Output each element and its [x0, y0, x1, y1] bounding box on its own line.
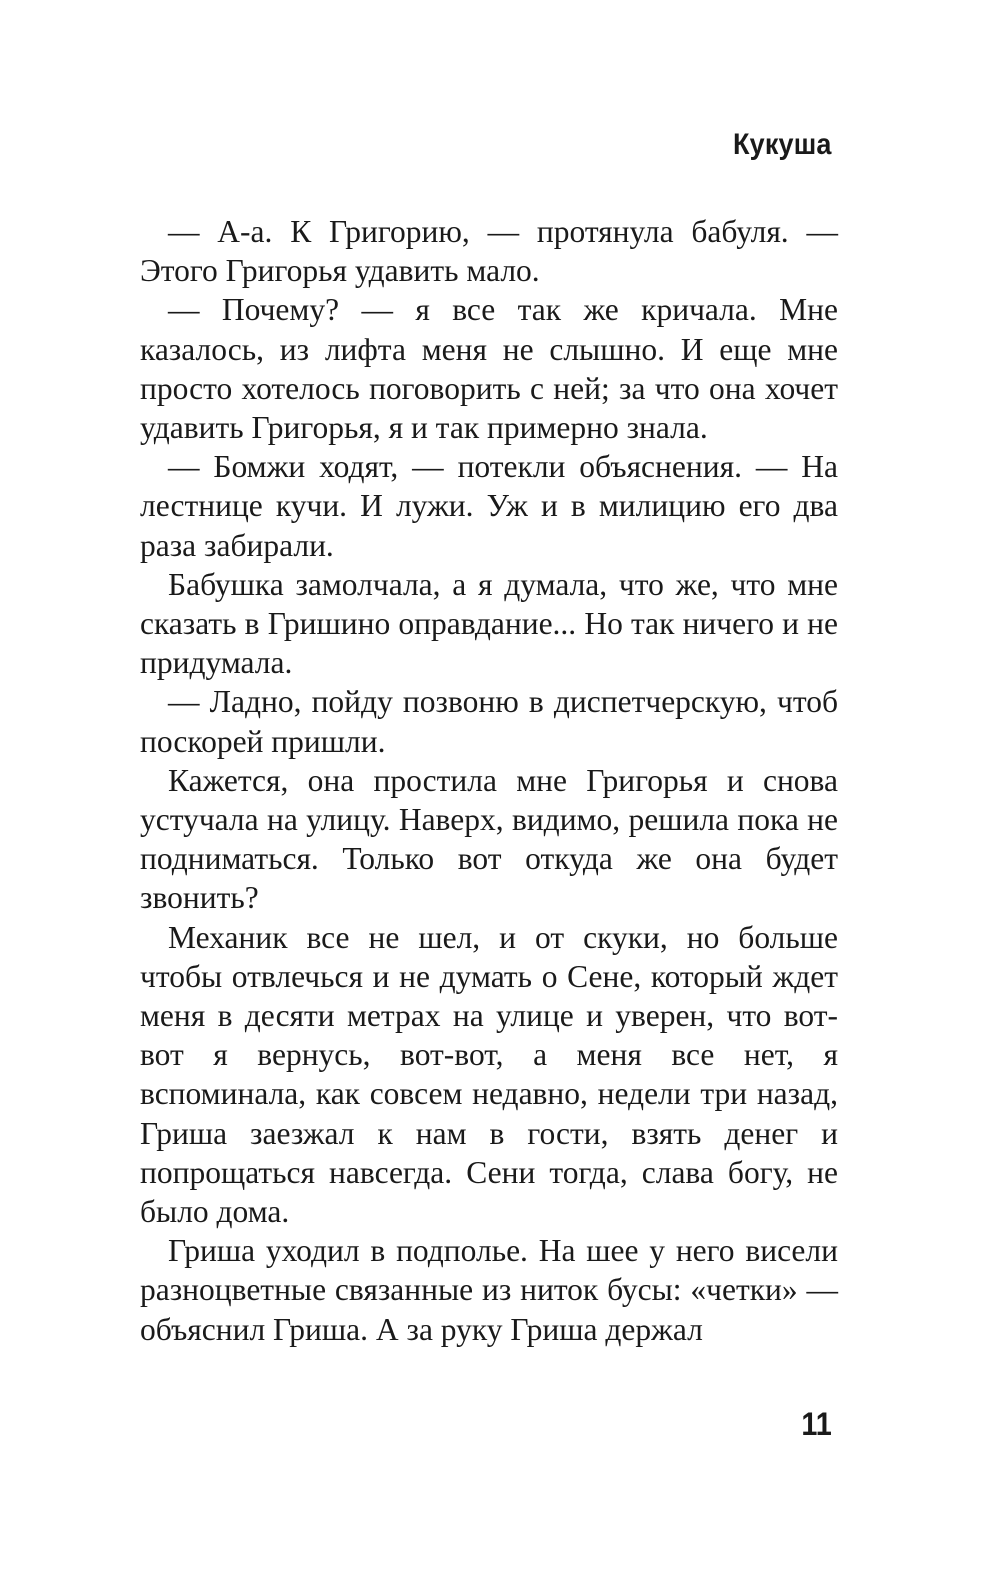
paragraph-4: Бабушка замолчала, а я думала, что же, что мне сказать в Гришино оправдание... Но так ничего и не придумала. — [140, 566, 838, 681]
body-text — [140, 212, 838, 1349]
page-number: 11 — [801, 1406, 832, 1442]
running-head: Кукуша — [733, 128, 832, 161]
paragraph-7: Механик все не шел, и от скуки, но больше чтобы отвлечься и не думать о Сене, который ждет меня в десяти метрах на улице и уверен, что вот-вот я вернусь, вот-вот, а меня все нет, я вспоминала, как совсем недавно, недели три назад, Гриша заезжал к нам в гости, взять денег и попрощаться навсегда. Сени тогда, слава богу, не было дома. — [140, 919, 838, 1230]
paragraph-1: — А-а. К Григорию, — протянула бабуля. — Этого Григорья удавить мало. — [140, 214, 838, 289]
paragraph-8: Гриша уходил в подполье. На шее у него висели разноцветные связанные из ниток бусы: «четки» — объяснил Гриша. А за руку Гриша держал — [140, 1233, 838, 1347]
paragraph-3: — Бомжи ходят, — потекли объяснения. — На лестнице кучи. И лужи. Уж и в милицию его два раза забирали. — [140, 449, 838, 563]
paragraph-2: — Почему? — я все так же кричала. Мне казалось, из лифта меня не слышно. И еще мне просто хотелось поговорить с ней; за что она хочет удавить Григорья, я и так примерно знала. — [140, 292, 838, 446]
paragraph-6: Кажется, она простила мне Григорья и снова устучала на улицу. Наверх, видимо, решила пока не подниматься. Только вот откуда же она будет звонить? — [140, 762, 838, 916]
paragraph-5: — Ладно, пойду позвоню в диспетчерскую, чтоб поскорей пришли. — [140, 684, 838, 759]
